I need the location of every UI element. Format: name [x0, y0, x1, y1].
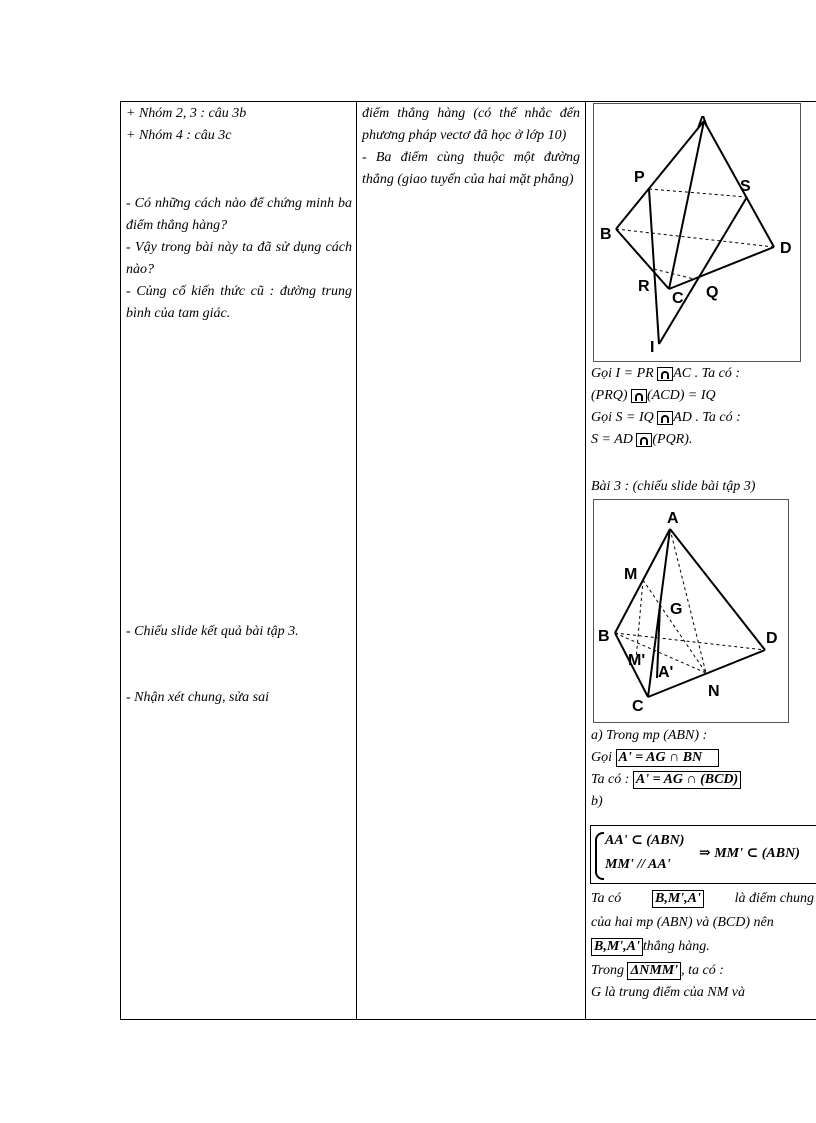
plane-intersection-right: (ACD) = IQ — [647, 388, 716, 403]
system-line-1: AA' ⊂ (ABN) — [605, 833, 685, 848]
part-b-heading: b) — [591, 794, 603, 809]
common-points-line — [591, 888, 814, 910]
line-PS-hidden — [649, 189, 747, 197]
edge-BD-hidden — [616, 229, 774, 247]
review-midline: - Củng cố kiến thức cũ : đường trung bình của tam giác. — [126, 284, 352, 321]
figure-tetrahedron-2 — [593, 499, 789, 723]
part-a-heading: a) Trong mp (ABN) : — [591, 728, 708, 743]
label-S: S — [740, 178, 751, 195]
collinear-line — [591, 936, 814, 958]
triangle-prefix: Trong — [591, 963, 624, 978]
edge-AC — [669, 121, 704, 289]
label-C: C — [672, 290, 684, 307]
plane-intersection — [591, 385, 816, 407]
group-4-line: + Nhóm 4 : câu 3c — [126, 128, 232, 143]
general-remark: - Nhận xét chung, sửa sai — [126, 690, 269, 705]
answer-vector-method: điểm thẳng hàng (có thể nhắc đến phương pháp vectơ đã học ở lớp 10) — [362, 106, 580, 143]
intersection-I — [591, 363, 816, 385]
common-points-box-2: B,M',A' — [591, 938, 643, 956]
edge-AD — [704, 121, 774, 247]
A-prime-in-BCD — [591, 769, 816, 791]
tetrahedron-2-diagram — [594, 500, 788, 722]
A-prime-in-BCD-label: Ta có : — [591, 772, 630, 787]
cap-symbol — [636, 433, 652, 447]
answer-common-line: - Ba điểm cùng thuộc một đường thẳng (giao tuyến của hai mặt phẳng) — [362, 150, 580, 187]
common-points-suffix: là điểm chung — [734, 891, 814, 906]
result-S-right: (PQR). — [652, 432, 693, 447]
result-S-left: S = AD — [591, 432, 633, 447]
label-R: R — [638, 278, 650, 295]
label-Q: Q — [706, 284, 719, 301]
define-A-prime — [591, 747, 816, 769]
cap-symbol — [631, 389, 647, 403]
A-prime-equation: A' = AG ∩ BN — [616, 749, 720, 767]
midpoint-line: G là trung điểm của NM và — [591, 985, 745, 1000]
collinear-text: thẳng hàng. — [642, 939, 710, 954]
label-B: B — [600, 226, 612, 243]
figure-tetrahedron-1 — [593, 103, 801, 362]
common-points-prefix: Ta có — [591, 891, 622, 906]
common-points-box-1: B,M',A' — [652, 890, 704, 908]
planes-line: của hai mp (ABN) và (BCD) nên — [591, 915, 774, 930]
triangle-box: ΔNMM' — [627, 962, 681, 980]
cap-symbol — [657, 367, 673, 381]
plane-intersection-left: (PRQ) — [591, 388, 628, 403]
student-column — [362, 103, 580, 191]
teacher-column — [126, 103, 352, 147]
intersection-S-left: Gọi S = IQ — [591, 410, 654, 425]
intersection-I-right: AC . Ta có : — [673, 366, 740, 381]
column-divider-2 — [585, 101, 586, 1020]
column-divider-1 — [356, 101, 357, 1020]
question-which-method: - Vậy trong bài này ta đã sử dụng cách nào? — [126, 240, 352, 277]
label-M-prime: M' — [628, 652, 646, 669]
label-D: D — [766, 630, 778, 647]
intersection-I-left: Gọi I = PR — [591, 366, 654, 381]
teacher-questions — [126, 193, 352, 325]
line-PI — [649, 189, 659, 344]
label-M: M — [624, 566, 638, 583]
board-step-2 — [591, 725, 816, 813]
label-C: C — [632, 698, 644, 715]
label-I: I — [650, 339, 655, 356]
label-B: B — [598, 628, 610, 645]
edge-CD — [669, 247, 774, 289]
label-A: A — [667, 510, 679, 527]
exercise-3-heading: Bài 3 : (chiếu slide bài tập 3) — [591, 479, 756, 494]
edge-AD — [670, 529, 765, 650]
label-D: D — [780, 240, 792, 257]
A-prime-BCD-equation: A' = AG ∩ (BCD) — [633, 771, 741, 789]
system-box — [590, 825, 816, 884]
system-line-2: MM' // AA' — [605, 857, 671, 872]
intersection-S — [591, 407, 816, 429]
intersection-S-right: AD . Ta có : — [673, 410, 741, 425]
label-A: A — [697, 114, 709, 131]
define-A-prime-label: Gọi — [591, 750, 612, 765]
label-N: N — [708, 683, 720, 700]
show-slide-result: - Chiếu slide kết quả bài tập 3. — [126, 624, 299, 639]
tetrahedron-1-diagram — [594, 104, 800, 361]
label-P: P — [634, 169, 645, 186]
system-brace — [595, 832, 604, 880]
label-G: G — [670, 601, 683, 618]
edge-AB — [616, 121, 704, 229]
cap-symbol — [657, 411, 673, 425]
group-2-3-line: + Nhóm 2, 3 : câu 3b — [126, 106, 247, 121]
triangle-suffix: , ta có : — [681, 963, 724, 978]
system-result: ⇒ MM' ⊂ (ABN) — [699, 846, 800, 861]
label-A-prime: A' — [658, 664, 674, 681]
question-methods: - Có những cách nào để chứng minh ba điểm thẳng hàng? — [126, 196, 352, 233]
board-step-3 — [591, 888, 814, 1004]
triangle-line — [591, 960, 814, 982]
result-S — [591, 429, 816, 451]
board-step-1 — [591, 363, 816, 451]
